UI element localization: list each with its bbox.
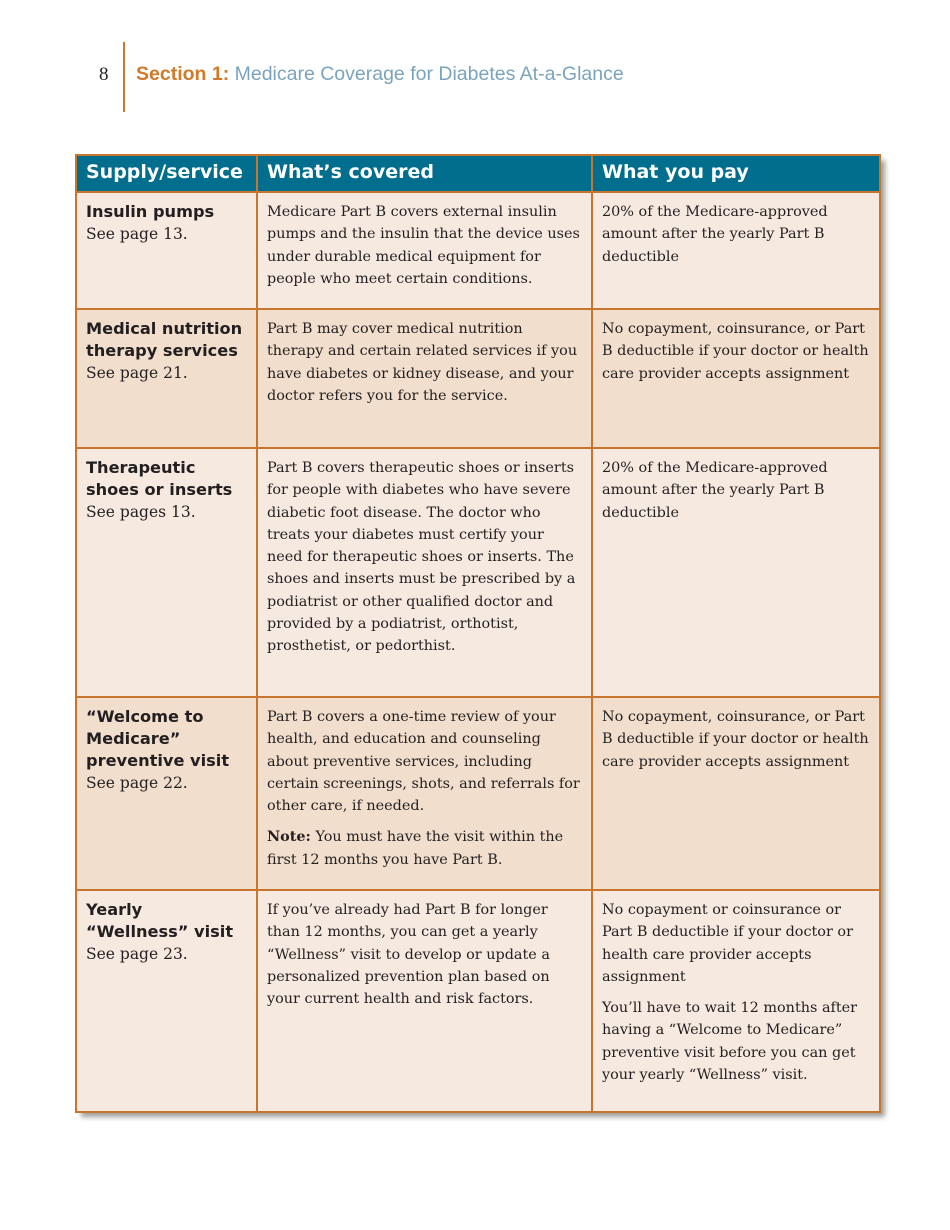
pay-cell	[592, 192, 880, 309]
service-name: Insulin pumps	[86, 202, 215, 221]
covered-text: Part B may cover medical nutrition therapy and certain related services if you have diabetes or kidney disease, and your doctor refers you for the service.	[267, 321, 578, 404]
pay-text: No copayment, coinsurance, or Part B deductible if your doctor or health care provider accepts assignment	[602, 709, 869, 770]
pay-cell	[592, 448, 880, 697]
service-cell	[76, 309, 257, 448]
page-reference: See pages 13.	[86, 503, 196, 521]
page-reference: See page 23.	[86, 945, 188, 963]
pay-cell	[592, 890, 880, 1112]
section-heading	[136, 63, 624, 86]
service-cell	[76, 697, 257, 890]
table-row	[76, 448, 880, 697]
column-header-supply: Supply/service	[76, 155, 257, 192]
service-name: “Welcome to Medicare” preventive visit	[86, 707, 230, 770]
covered-cell	[257, 309, 592, 448]
service-name: Therapeutic shoes or inserts	[86, 458, 233, 499]
service-cell	[76, 448, 257, 697]
service-name: Yearly “Wellness” visit	[86, 900, 234, 941]
column-header-pay: What you pay	[592, 155, 880, 192]
section-label: Section 1:	[136, 63, 230, 85]
covered-text: Medicare Part B covers external insulin pumps and the insulin that the device uses under durable medical equipment for people who meet certain conditions.	[267, 204, 580, 287]
table-row	[76, 890, 880, 1112]
table-row	[76, 192, 880, 309]
covered-cell	[257, 192, 592, 309]
page-reference: See page 22.	[86, 774, 188, 792]
pay-extra-text: You’ll have to wait 12 months after having a “Welcome to Medicare” preventive visit before you can get your yearly “Wellness” visit.	[602, 1000, 858, 1084]
service-cell	[76, 192, 257, 309]
pay-text: 20% of the Medicare-approved amount after the yearly Part B deductible	[602, 460, 828, 521]
covered-text: Part B covers therapeutic shoes or inserts for people with diabetes who have severe diabetic foot disease. The doctor who treats your diabetes must certify your need for therapeutic shoes or inserts. The shoes and inserts must be prescribed by a podiatrist or other qualified doctor and provided by a podiatrist, orthotist, prosthetist, or pedorthist.	[267, 460, 576, 655]
pay-text: 20% of the Medicare-approved amount after the yearly Part B deductible	[602, 204, 828, 265]
table-header-row	[76, 155, 880, 192]
covered-text: If you’ve already had Part B for longer than 12 months, you can get a yearly “Wellness” visit to develop or update a personalized prevention plan based on your current health and risk factors.	[267, 902, 550, 1008]
covered-cell	[257, 890, 592, 1112]
column-header-covered: What’s covered	[257, 155, 592, 192]
table-row	[76, 309, 880, 448]
service-name: Medical nutrition therapy services	[86, 319, 243, 360]
covered-text: Part B covers a one-time review of your health, and education and counseling about preventive services, including certain screenings, shots, and referrals for other care, if needed.	[267, 709, 580, 815]
page-reference: See page 13.	[86, 225, 188, 243]
pay-text: No copayment or coinsurance or Part B deductible if your doctor or health care provider accepts assignment	[602, 902, 853, 985]
coverage-table	[75, 154, 881, 1113]
covered-cell	[257, 448, 592, 697]
section-title: Medicare Coverage for Diabetes At-a-Glance	[234, 63, 624, 85]
pay-cell	[592, 309, 880, 448]
page-header	[0, 0, 950, 120]
note-label: Note:	[267, 828, 311, 846]
covered-cell	[257, 697, 592, 890]
note-body: You must have the visit within the first 12 months you have Part B.	[267, 829, 564, 868]
header-divider	[123, 42, 125, 112]
table-row	[76, 697, 880, 890]
page-number: 8	[99, 64, 109, 85]
coverage-table-container	[75, 154, 879, 1111]
page-reference: See page 21.	[86, 364, 188, 382]
pay-cell	[592, 697, 880, 890]
service-cell	[76, 890, 257, 1112]
note-text	[267, 826, 583, 871]
pay-text: No copayment, coinsurance, or Part B deductible if your doctor or health care provider accepts assignment	[602, 321, 869, 382]
